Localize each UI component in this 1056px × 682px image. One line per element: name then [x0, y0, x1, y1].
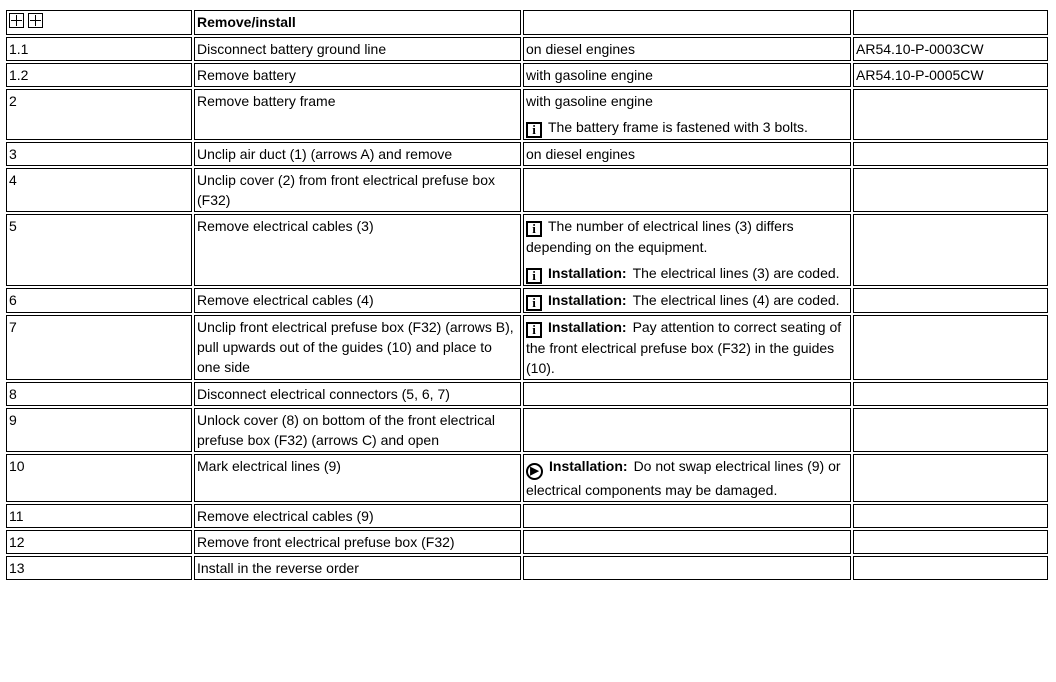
- step-number: 3: [6, 142, 192, 166]
- note-text: The number of electrical lines (3) differs depending on the equipment.: [526, 218, 794, 255]
- step-notes: [523, 315, 851, 380]
- step-number: 2: [6, 89, 192, 140]
- step-reference-link: [853, 504, 1048, 528]
- info-note: [526, 117, 849, 138]
- table-row: [6, 142, 1048, 166]
- step-number: 11: [6, 504, 192, 528]
- step-reference-link: [853, 288, 1048, 313]
- step-reference-link: [853, 530, 1048, 554]
- table-row: [6, 556, 1048, 580]
- header-icons-cell: [6, 10, 192, 35]
- info-note: [526, 263, 849, 284]
- step-number: 12: [6, 530, 192, 554]
- step-notes: [523, 504, 851, 528]
- section-title: Remove/install: [197, 14, 296, 30]
- step-action: Unclip cover (2) from front electrical prefuse box (F32): [194, 168, 521, 212]
- note-keyword: Installation:: [548, 319, 627, 335]
- info-icon: i: [526, 322, 542, 338]
- table-row: [6, 315, 1048, 380]
- condition-note: [526, 39, 849, 59]
- step-notes: [523, 556, 851, 580]
- step-number: 1.2: [6, 63, 192, 87]
- step-reference-link: [853, 315, 1048, 380]
- step-notes: [523, 168, 851, 212]
- step-action: Remove electrical cables (9): [194, 504, 521, 528]
- note-text: on diesel engines: [526, 146, 635, 162]
- note-text: on diesel engines: [526, 41, 635, 57]
- step-number: 9: [6, 408, 192, 452]
- info-icon: i: [526, 295, 542, 311]
- step-reference-link: [853, 454, 1048, 502]
- step-reference-link: [853, 556, 1048, 580]
- table-row: [6, 63, 1048, 87]
- step-action: Unclip air duct (1) (arrows A) and remove: [194, 142, 521, 166]
- step-reference-link: [853, 382, 1048, 406]
- info-note: [526, 290, 849, 311]
- table-row: [6, 504, 1048, 528]
- header-notes-cell: [523, 10, 851, 35]
- step-reference-link[interactable]: AR54.10-P-0003CW: [853, 37, 1048, 61]
- note-text: The electrical lines (3) are coded.: [632, 265, 840, 281]
- table-row: [6, 89, 1048, 140]
- table-row: [6, 168, 1048, 212]
- step-reference-link: [853, 142, 1048, 166]
- note-text: Pay attention to correct seating of the front electrical prefuse box (F32) in the guides (10).: [526, 319, 842, 376]
- step-action: Remove battery: [194, 63, 521, 87]
- step-number: 6: [6, 288, 192, 313]
- condition-note: [526, 65, 849, 85]
- info-icon: i: [526, 221, 542, 237]
- table-row: [6, 408, 1048, 452]
- table-row: [6, 288, 1048, 313]
- step-number: 7: [6, 315, 192, 380]
- condition-note: [526, 91, 849, 111]
- expand-icon[interactable]: [28, 13, 43, 28]
- step-number: 1.1: [6, 37, 192, 61]
- step-notes: [523, 288, 851, 313]
- step-notes: [523, 382, 851, 406]
- step-reference-link: [853, 214, 1048, 286]
- step-reference-link: [853, 89, 1048, 140]
- step-notes: [523, 37, 851, 61]
- note-keyword: Installation:: [548, 292, 627, 308]
- table-row: [6, 530, 1048, 554]
- step-notes: [523, 408, 851, 452]
- remove-install-table: [4, 8, 1050, 582]
- note-text: Do not swap electrical lines (9) or electrical components may be damaged.: [526, 458, 841, 498]
- step-notes: [523, 142, 851, 166]
- header-title-cell: [194, 10, 521, 35]
- step-action: Disconnect battery ground line: [194, 37, 521, 61]
- note-text: with gasoline engine: [526, 93, 653, 109]
- note-keyword: Installation:: [549, 458, 628, 474]
- step-notes: [523, 530, 851, 554]
- step-action: Mark electrical lines (9): [194, 454, 521, 502]
- step-notes: [523, 89, 851, 140]
- info-note: [526, 317, 849, 378]
- table-header-row: [6, 10, 1048, 35]
- step-action: Remove battery frame: [194, 89, 521, 140]
- step-reference-link: [853, 168, 1048, 212]
- step-notes: [523, 63, 851, 87]
- step-number: 5: [6, 214, 192, 286]
- table-row: [6, 214, 1048, 286]
- info-icon: i: [526, 268, 542, 284]
- step-number: 4: [6, 168, 192, 212]
- table-row: [6, 382, 1048, 406]
- step-action: Unlock cover (8) on bottom of the front electrical prefuse box (F32) (arrows C) and open: [194, 408, 521, 452]
- step-number: 13: [6, 556, 192, 580]
- note-text: The electrical lines (4) are coded.: [632, 292, 840, 308]
- step-number: 8: [6, 382, 192, 406]
- note-text: The battery frame is fastened with 3 bolts.: [548, 119, 808, 135]
- step-number: 10: [6, 454, 192, 502]
- info-note: [526, 216, 849, 257]
- warning-icon: ▶: [526, 463, 543, 480]
- step-action: Remove electrical cables (3): [194, 214, 521, 286]
- table-row: [6, 454, 1048, 502]
- expand-icon[interactable]: [9, 13, 24, 28]
- step-action: Disconnect electrical connectors (5, 6, 7): [194, 382, 521, 406]
- info-icon: i: [526, 122, 542, 138]
- note-keyword: Installation:: [548, 265, 627, 281]
- header-ref-cell: [853, 10, 1048, 35]
- note-text: with gasoline engine: [526, 67, 653, 83]
- step-action: Remove front electrical prefuse box (F32): [194, 530, 521, 554]
- condition-note: [526, 144, 849, 164]
- step-action: Remove electrical cables (4): [194, 288, 521, 313]
- step-notes: [523, 454, 851, 502]
- table-row: [6, 37, 1048, 61]
- step-action: Install in the reverse order: [194, 556, 521, 580]
- step-reference-link[interactable]: AR54.10-P-0005CW: [853, 63, 1048, 87]
- warning-note: [526, 456, 849, 500]
- step-reference-link: [853, 408, 1048, 452]
- step-notes: [523, 214, 851, 286]
- step-action: Unclip front electrical prefuse box (F32) (arrows B), pull upwards out of the guides (10) and place to one side: [194, 315, 521, 380]
